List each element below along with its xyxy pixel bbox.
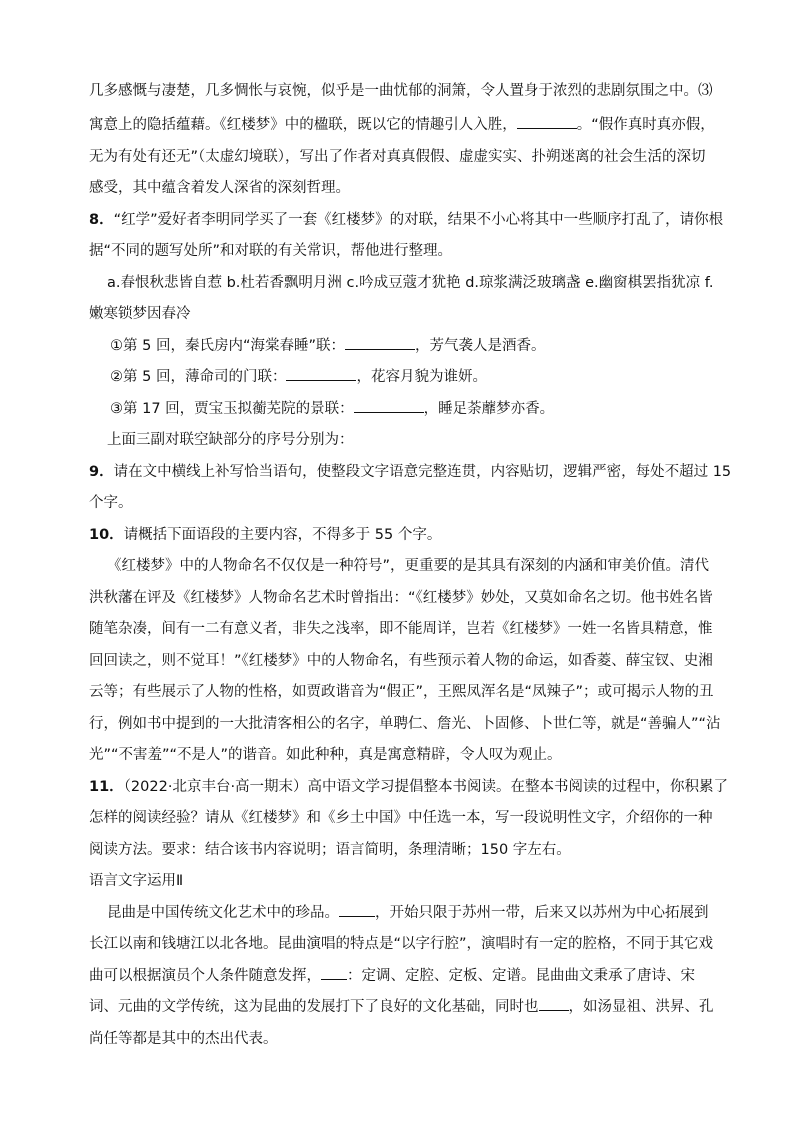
passage-text: 云等；有些展示了人物的性格，如贾政谐音为“假正”，王熙凤浑名是“凤辣子”；或可揭示人物的丑 [89,684,714,700]
question-9-line [89,492,719,514]
passage-line [89,177,719,199]
passage-line [89,996,719,1018]
question-text: “红学”爱好者李明同学买了一套《红楼梦》的对联，结果不小心将其中一些顺序打乱了，请你根 [113,212,724,228]
passage-line [89,965,719,987]
answer-blank[interactable] [286,366,356,381]
passage-line [89,146,719,168]
passage-text: 光”“不害羞”“不是人”的谐音。如此种种，真是寓意精辟，令人叹为观止。 [89,747,562,763]
passage-text: 寓意上的隐括蕴藉。《红楼梦》中的楹联，既以它的情趣引人入胜， [89,117,517,133]
answer-blank[interactable] [354,398,424,413]
answer-blank[interactable] [539,996,569,1011]
item-text: ，花容月貌为谁妍。 [356,369,487,385]
passage-text: 随笔杂凑，间有一二有意义者，非失之浅率，即不能周详，岂若《红楼梦》一姓一名皆具精意，惟 [89,621,713,637]
question-10 [89,524,719,546]
answer-blank[interactable] [339,902,375,917]
passage-line [89,80,719,102]
passage-line [89,681,719,703]
couplet-item-2 [110,366,740,388]
passage-line [89,933,719,955]
passage-line [107,555,737,577]
passage-line [107,902,737,924]
question-8-line [89,240,719,262]
passage-text: 洪秋藩在评及《红楼梦》人物命名艺术时曾指出：“《红楼梦》妙处，又莫如命名之切。他书姓名皆 [89,590,713,606]
question-text: 请在文中横线上补写恰当语句，使整段文字语意完整连贯，内容贴切，逻辑严密，每处不超过 15 [113,464,732,480]
passage-text: 词、元曲的文学传统，这为昆曲的发展打下了良好的文化基础，同时也 [89,999,539,1015]
question-number: 9． [89,464,114,480]
item-text: ①第 5 回，秦氏房内“海棠春睡”联： [110,338,345,354]
couplet-item-1 [110,335,740,357]
options-text: 嫩寒锁梦因春冷 [89,306,191,322]
question-text: 怎样的阅读经验？请从《红楼梦》和《乡土中国》中任选一本，写一段说明性文字，介绍你的一种 [89,810,713,826]
options-line [89,303,719,325]
passage-text: ，开始只限于苏州一带，后来又以苏州为中心拓展到 [375,905,709,921]
question-text: 阅读方法。要求：结合该书内容说明；语言简明，条理清晰；150 字左右。 [89,842,571,858]
passage-text: 行，例如书中提到的一大批清客相公的名字，单聘仁、詹光、卜固修、卜世仁等，就是“善骗人”“沾 [89,716,721,732]
question-number: 11． [89,779,124,795]
passage-line [89,1028,719,1050]
passage-text: 回回读之，则不觉耳！”《红楼梦》中的人物命名，有些预示着人物的命运，如香菱、薛宝钗、史湘 [89,653,713,669]
question-11-line [89,807,719,829]
heading-text: 语言文字运用Ⅱ [89,873,184,889]
question-text: 据“不同的题写处所”和对联的有关常识，帮他进行整理。 [89,243,453,259]
passage-text: 曲可以根据演员个人条件随意发挥， [89,968,321,984]
question-text: 个字。 [89,495,133,511]
passage-text: 感受，其中蕴含着发人深省的深刻哲理。 [89,180,350,196]
question-8 [89,209,724,231]
passage-text: 无为有处有还无”（太虚幻境联），写出了作者对真真假假、虚虚实实、扑朔迷离的社会生活的深切 [89,149,706,165]
couplet-item-3 [110,398,740,420]
item-text: ，芳气袭人是酒香。 [414,338,546,354]
question-text: （2022·北京丰台·高一期末）高中语文学习提倡整本书阅读。在整本书阅读的过程中，你积累了 [123,779,729,795]
passage-line [89,713,719,735]
item-text: ②第 5 回，薄命司的门联： [110,369,287,385]
passage-line [89,618,719,640]
passage-text: ，如汤显祖、洪昇、孔 [568,999,714,1015]
passage-text: 尚任等都是其中的杰出代表。 [89,1031,278,1047]
passage-text: 。“假作真时真亦假， [576,117,715,133]
options-text: a.春恨秋悲皆自惹 b.杜若香飘明月洲 c.吟成豆蔻才犹艳 d.琼浆满泛玻璃盏 e.幽窗棋罢指犹凉 f. [107,275,714,291]
passage-line [89,744,719,766]
question-number: 10． [89,527,124,543]
item-text: ，睡足荼蘼梦亦香。 [423,401,555,417]
question-text: 请概括下面语段的主要内容，不得多于 55 个字。 [123,527,442,543]
passage-text: 几多感慨与凄楚，几多惆怅与哀惋，似乎是一曲忧郁的洞箫，令人置身于浓烈的悲剧氛围之中。⑶ [89,83,713,99]
passage-text: 昆曲是中国传统文化艺术中的珍品。 [107,905,339,921]
answer-blank[interactable] [321,965,347,980]
passage-line [89,650,719,672]
question-11-line [89,839,719,861]
passage-text: 长江以南和钱塘江以北各地。昆曲演唱的特点是“以字行腔”，演唱时有一定的腔格，不同于其它戏 [89,936,714,952]
prompt-text: 上面三副对联空缺部分的序号分别为： [107,432,354,448]
options-line [107,272,737,294]
question-11 [89,776,729,798]
answer-blank[interactable] [517,114,577,129]
passage-line [89,114,719,136]
passage-text: ：定调、定腔、定板、定谱。昆曲曲文秉承了唐诗、宋 [347,968,695,984]
answer-prompt [107,429,737,451]
passage-line [89,587,719,609]
answer-blank[interactable] [345,335,415,350]
item-text: ③第 17 回，贾宝玉拟蘅芜院的景联： [110,401,354,417]
question-number: 8． [89,212,114,228]
question-9 [89,461,732,483]
passage-text: 《红楼梦》中的人物命名不仅仅是一种符号”，更重要的是其具有深刻的内涵和审美价值。清代 [107,558,710,574]
section-heading [89,870,719,892]
